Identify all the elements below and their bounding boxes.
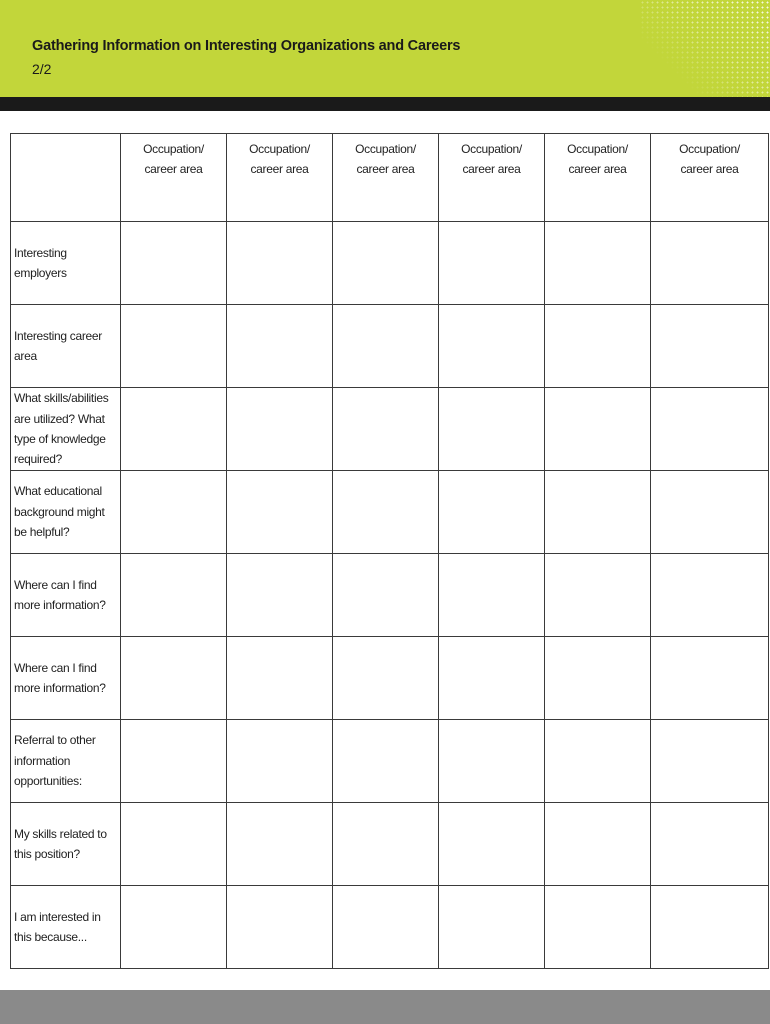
entry-cell[interactable] [227, 886, 333, 969]
entry-cell[interactable] [439, 222, 545, 305]
table-row [11, 388, 769, 471]
table-row [11, 803, 769, 886]
header-dot-pattern [640, 0, 770, 97]
table-row [11, 471, 769, 554]
entry-cell[interactable] [545, 886, 651, 969]
header-row [11, 134, 769, 222]
header-divider-band [0, 97, 770, 111]
entry-cell[interactable] [227, 637, 333, 720]
entry-cell[interactable] [227, 305, 333, 388]
table-row [11, 305, 769, 388]
entry-cell[interactable] [545, 803, 651, 886]
column-header-label: Occupation/ career area [567, 142, 628, 177]
column-header [333, 134, 439, 222]
entry-cell[interactable] [439, 388, 545, 471]
entry-cell[interactable] [439, 637, 545, 720]
entry-cell[interactable] [439, 554, 545, 637]
column-header [227, 134, 333, 222]
entry-cell[interactable] [651, 803, 769, 886]
column-header [545, 134, 651, 222]
entry-cell[interactable] [333, 720, 439, 803]
entry-cell[interactable] [651, 886, 769, 969]
table-row [11, 637, 769, 720]
column-header-label: Occupation/ career area [679, 142, 740, 177]
page-title: Gathering Information on Interesting Organizations and Careers [32, 38, 461, 54]
row-label: What educational background might be helpful? [11, 471, 121, 554]
column-header-label: Occupation/ career area [143, 142, 204, 177]
entry-cell[interactable] [439, 471, 545, 554]
entry-cell[interactable] [545, 388, 651, 471]
entry-cell[interactable] [121, 471, 227, 554]
row-label: What skills/abilities are utilized? What type of knowledge required? [11, 388, 121, 471]
entry-cell[interactable] [333, 471, 439, 554]
entry-cell[interactable] [651, 388, 769, 471]
entry-cell[interactable] [227, 720, 333, 803]
corner-cell [11, 134, 121, 222]
entry-cell[interactable] [651, 222, 769, 305]
entry-cell[interactable] [121, 554, 227, 637]
entry-cell[interactable] [545, 637, 651, 720]
entry-cell[interactable] [545, 305, 651, 388]
column-header [121, 134, 227, 222]
table-row [11, 720, 769, 803]
entry-cell[interactable] [121, 886, 227, 969]
entry-cell[interactable] [121, 305, 227, 388]
table-row [11, 222, 769, 305]
entry-cell[interactable] [545, 720, 651, 803]
table-row [11, 886, 769, 969]
entry-cell[interactable] [333, 803, 439, 886]
row-label: I am interested in this because... [11, 886, 121, 969]
entry-cell[interactable] [439, 886, 545, 969]
entry-cell[interactable] [439, 803, 545, 886]
entry-cell[interactable] [651, 554, 769, 637]
entry-cell[interactable] [333, 388, 439, 471]
entry-cell[interactable] [227, 222, 333, 305]
entry-cell[interactable] [333, 554, 439, 637]
entry-cell[interactable] [333, 886, 439, 969]
column-header [439, 134, 545, 222]
column-header [651, 134, 769, 222]
row-label: My skills related to this position? [11, 803, 121, 886]
entry-cell[interactable] [227, 471, 333, 554]
entry-cell[interactable] [121, 222, 227, 305]
row-label: Referral to other information opportunities: [11, 720, 121, 803]
entry-cell[interactable] [651, 720, 769, 803]
column-header-label: Occupation/ career area [355, 142, 416, 177]
column-header-label: Occupation/ career area [249, 142, 310, 177]
entry-cell[interactable] [121, 637, 227, 720]
entry-cell[interactable] [227, 554, 333, 637]
entry-cell[interactable] [333, 637, 439, 720]
entry-cell[interactable] [227, 803, 333, 886]
entry-cell[interactable] [545, 554, 651, 637]
entry-cell[interactable] [545, 222, 651, 305]
row-label: Where can I find more information? [11, 637, 121, 720]
table-row [11, 554, 769, 637]
row-label: Interesting employers [11, 222, 121, 305]
entry-cell[interactable] [651, 637, 769, 720]
entry-cell[interactable] [333, 305, 439, 388]
entry-cell[interactable] [439, 305, 545, 388]
entry-cell[interactable] [121, 720, 227, 803]
entry-cell[interactable] [227, 388, 333, 471]
footer-bar [0, 990, 770, 1024]
column-header-label: Occupation/ career area [461, 142, 522, 177]
entry-cell[interactable] [121, 388, 227, 471]
page-indicator: 2/2 [32, 61, 52, 77]
entry-cell[interactable] [651, 305, 769, 388]
entry-cell[interactable] [545, 471, 651, 554]
page-header [0, 0, 770, 97]
entry-cell[interactable] [121, 803, 227, 886]
entry-cell[interactable] [651, 471, 769, 554]
entry-cell[interactable] [439, 720, 545, 803]
row-label: Where can I find more information? [11, 554, 121, 637]
row-label: Interesting career area [11, 305, 121, 388]
entry-cell[interactable] [333, 222, 439, 305]
career-worksheet-table [10, 133, 769, 969]
